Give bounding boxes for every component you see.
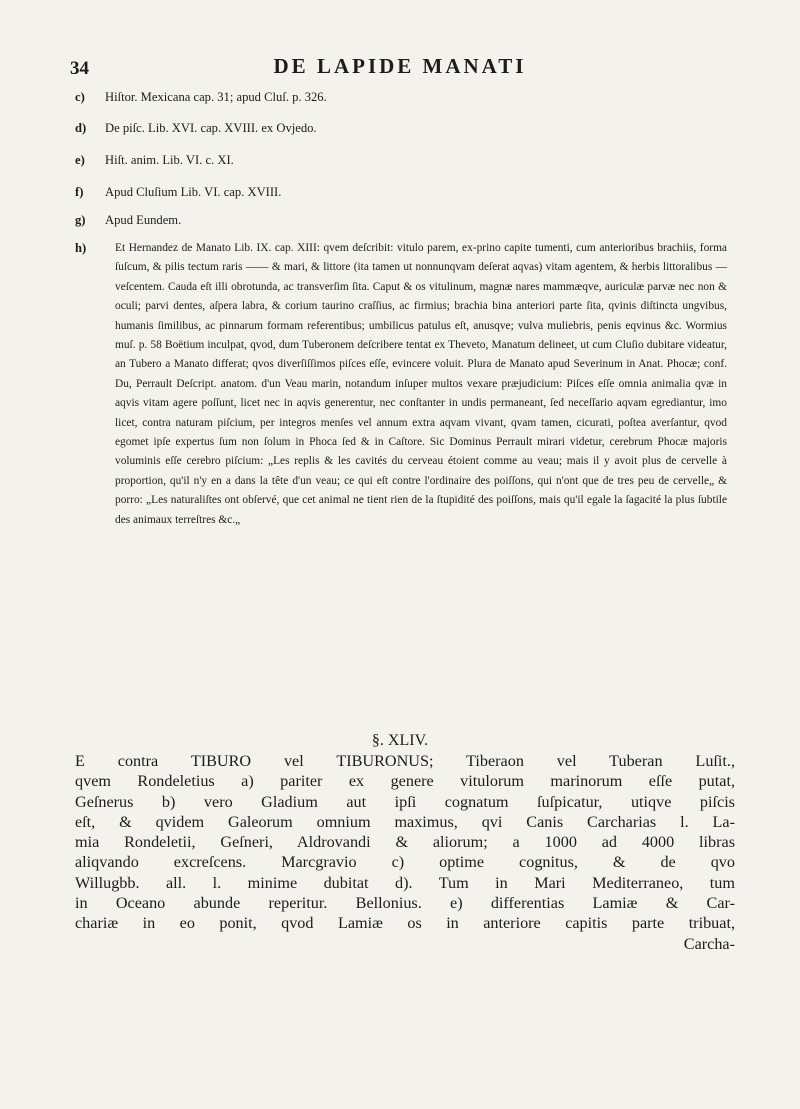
section-number: §. XLIV.	[371, 732, 429, 749]
body-line: chariæ in eo ponit, qvod Lamiæ os in anteriore capitis parte tribuat,	[75, 914, 735, 933]
footnote-g	[75, 211, 181, 230]
footnote-text: Et Hernandez de Manato Lib. IX. cap. XIII: qvem deſcribit: vitulo parem, ex-prino capite tumenti, cum anterioribus brachiis, forma ſuſcum, & pilis tectum raris —— & mari, & littore (ita tamen ut nonnunqvam deſerat aqvas) vitam agentem, & herbis littoralibus — veſcentem. Cauda eſt illi obrotunda, ac transverſim ſita. Caput & os vitulinum, magnæ nares mammæqve, auriculæ parvæ nec non & oculi; parvi dentes, aſpera labra, & corium taurino craſſius, ac firmius; brachia bina anteriori parte ſita, qvinis diſtincta ungvibus, humanis ſimilibus, ac pinnarum formam referentibus; umbilicus patulus eſt, anusqve; vulva muliebris, penis eqvinus &c. Wormius muſ. p. 58 Boëtium inculpat, qvod, dum Tuberonem deſcribere tentat ex Theveto, Manatum delineet, ut cum Cluſio dubitare videatur, an Tubero a Manato differat; qvos diverſiſſimos piſces eſſe, evincere voluit. Plura de Manato apud Severinum in Anat. Phocæ; conf. Du, Perrault Deſcript. anatom. d'un Veau marin, notandum inſuper multos vexare præjudicium: Piſces eſſe omnia animalia qvæ in aqvis vitam agere poſſunt, licet nec in aqvis generentur, nec conſtanter in undis permaneant, ſed neceſſario aqvam egrediantur, imo licet, contra naturam piſcium, per integros menſes vel annum extra aqvam vivant, qvam tamen, cicurati, poſtea averſantur, qvod egomet ipſe expertus ſum non ſolum in Phoca ſed & in Caſtore. Sic Dominus Perrault mirari videtur, cerebrum Phocæ majoris voluminis eſſe cerebro piſcium: „Les replis & les cavités du cerveau étoient comme au veau; mais il y avoit plus de cervelle à proportion, qu'il n'y en a dans la tête d'un veau; ce qui eſt contre l'ordinaire des poiſſons, qui n'ont que de tres peu de cervelle„ & porro: „Les naturaliſtes ont obſervé, que cet animal ne tient rien de la ſtupidité des poiſſons, mais qu'il egale la ſagacité la plus ſubtile des animaux terreſtres &c.„	[115, 242, 727, 526]
footnote-text: Hiſtor. Mexicana cap. 31; apud Cluſ. p. 326.	[105, 90, 327, 104]
footnote-marker: f)	[75, 185, 84, 199]
body-line: eſt, & qvidem Galeorum omnium maximus, qvi Canis Carcharias l. La-	[75, 812, 735, 831]
body-line: Willugbb. all. l. minime dubitat d). Tum in Mari Mediterraneo, tum	[75, 873, 735, 892]
footnote-e	[75, 151, 234, 170]
catchword: Carcha-	[683, 934, 735, 953]
body-line: Geſnerus b) vero Gladium aut ipſi cognatum ſuſpicatur, utiqve piſcis	[75, 792, 735, 811]
footnote-text: Apud Cluſium Lib. VI. cap. XVIII.	[105, 185, 282, 199]
body-line: in Oceano abunde reperitur. Bellonius. e) differentias Lamiæ & Car-	[75, 894, 735, 913]
body-line: aliqvando excreſcens. Marcgravio c) optime cognitus, & de qvo	[75, 853, 735, 872]
footnote-marker: d)	[75, 121, 87, 135]
footnote-marker: g)	[75, 213, 86, 227]
footnote-d	[75, 119, 317, 138]
footnote-c	[75, 88, 327, 107]
footnote-marker: h)	[75, 241, 87, 255]
footnote-text: De piſc. Lib. XVI. cap. XVIII. ex Ovjedo.	[105, 121, 317, 135]
footnote-h	[75, 239, 727, 530]
footnote-text: Hiſt. anim. Lib. VI. c. XI.	[105, 153, 234, 167]
footnote-marker: c)	[75, 90, 85, 104]
footnote-marker: e)	[75, 153, 85, 167]
footnote-text: Apud Eundem.	[105, 213, 182, 227]
body-line: E contra TIBURO vel TIBURONUS; Tiberaon vel Tuberan Luſit.,	[75, 752, 735, 770]
running-title: DE LAPIDE MANATI	[273, 54, 527, 78]
body-line: mia Rondeletii, Geſneri, Aldrovandi & aliorum; a 1000 ad 4000 libras	[75, 833, 735, 852]
footnote-f	[75, 183, 281, 202]
section-body	[75, 751, 735, 954]
body-line: qvem Rondeletius a) pariter ex genere vitulorum marinorum eſſe putat,	[75, 772, 735, 791]
page-number: 34	[70, 58, 89, 79]
